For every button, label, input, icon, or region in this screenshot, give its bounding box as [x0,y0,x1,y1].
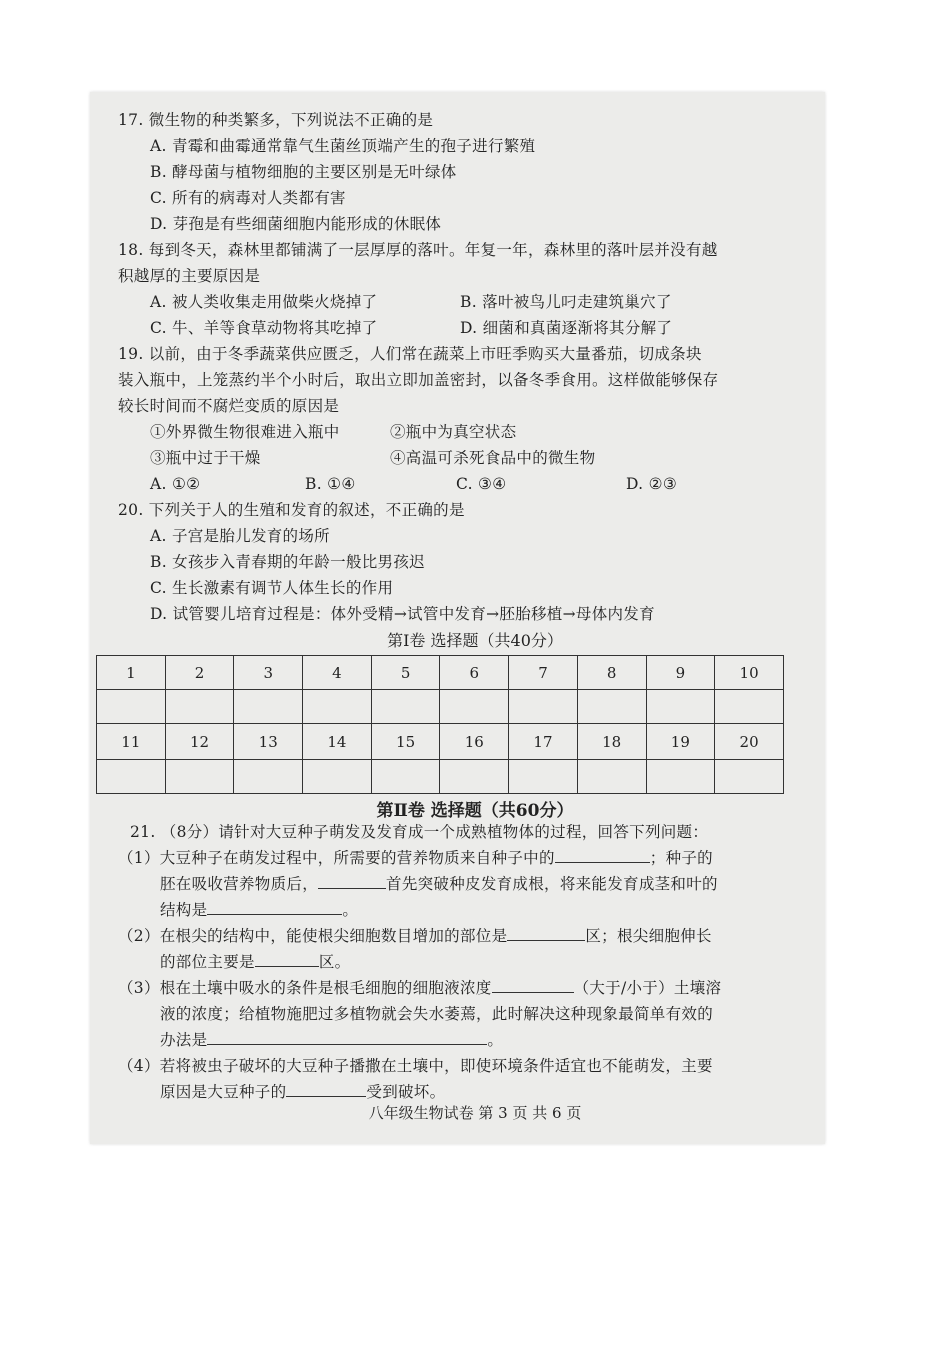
q17-stem: 17. 微生物的种类繁多，下列说法不正确的是 [118,111,434,129]
q21-part1-text-e: 结构是 [160,901,208,919]
q18-stem-line2: 积越厚的主要原因是 [118,267,261,285]
answer-table [96,655,784,794]
table-cell: 9 [646,656,715,690]
answer-blank[interactable] [207,900,342,915]
section-1-title: 第Ⅰ卷 选择题（共40分） [387,631,563,650]
q21-part3-text-a: （3）根在土壤中吸水的条件是根毛细胞的细胞液浓度 [118,979,492,997]
q21-part2-text-a: （2）在根尖的结构中，能使根尖细胞数目增加的部位是 [118,927,508,945]
answer-blank[interactable] [286,1082,366,1097]
answer-cell[interactable] [371,760,440,794]
q20-option-a: A. 子宫是胎儿发育的场所 [150,527,330,545]
q17-option-d: D. 芽孢是有些细菌细胞内能形成的休眠体 [150,215,442,233]
answer-cell[interactable] [303,690,372,724]
q17-option-a: A. 青霉和曲霉通常靠气生菌丝顶端产生的孢子进行繁殖 [150,137,536,155]
table-cell: 13 [234,724,303,760]
table-cell: 11 [97,724,166,760]
answer-cell[interactable] [165,760,234,794]
answer-cell[interactable] [440,760,509,794]
table-cell: 5 [371,656,440,690]
q18-option-c: C. 牛、羊等食草动物将其吃掉了 [150,319,378,337]
table-cell: 15 [371,724,440,760]
answer-cell[interactable] [509,760,578,794]
table-cell: 3 [234,656,303,690]
q21-stem: 21. （8分）请针对大豆种子萌发及发育成一个成熟植物体的过程，回答下列问题： [130,823,709,841]
q21-part1-text-c: 胚在吸收营养物质后， [160,875,319,893]
answer-blank[interactable] [255,952,319,967]
answer-cell[interactable] [165,690,234,724]
q21-part4-text-c: 受到破坏。 [366,1083,446,1101]
q21-part3-text-d: 办法是 [160,1031,208,1049]
answer-cell[interactable] [715,760,784,794]
q18-stem-line1: 18. 每到冬天，森林里都铺满了一层厚厚的落叶。年复一年，森林里的落叶层并没有越 [118,241,718,259]
q21-part2-line2 [160,952,350,972]
q21-part3-line3 [160,1030,503,1050]
answer-cell[interactable] [371,690,440,724]
q19-option-a: A. ①② [150,475,201,493]
table-cell: 20 [715,724,784,760]
table-cell: 17 [509,724,578,760]
answer-blank[interactable] [207,1030,487,1045]
answer-cell[interactable] [234,690,303,724]
q21-part4-text-b: 原因是大豆种子的 [160,1083,287,1101]
q21-part4-line2 [160,1082,445,1102]
q18-option-a: A. 被人类收集走用做柴火烧掉了 [150,293,378,311]
answer-table-header-row-1 [97,656,784,690]
q21-part1-text-a: （1）大豆种子在萌发过程中，所需要的营养物质来自种子中的 [118,849,555,867]
table-cell: 4 [303,656,372,690]
answer-blank[interactable] [492,978,574,993]
q21-part1-line1 [118,848,713,868]
q19-stem-line2: 装入瓶中，上笼蒸约半个小时后，取出立即加盖密封，以备冬季食用。这样做能够保存 [118,371,719,389]
q19-statement-4: ④高温可杀死食品中的微生物 [390,449,596,467]
q20-stem: 20. 下列关于人的生殖和发育的叙述，不正确的是 [118,501,465,519]
q21-part1-text-d: 首先突破种皮发育成根，将来能发育成茎和叶的 [386,875,718,893]
q17-option-c: C. 所有的病毒对人类都有害 [150,189,346,207]
table-cell: 18 [577,724,646,760]
q19-statement-3: ③瓶中过于干燥 [150,449,261,467]
q19-option-d: D. ②③ [626,475,678,493]
table-cell: 2 [165,656,234,690]
q19-stem-line3: 较长时间而不腐烂变质的原因是 [118,397,340,415]
q21-part3-line1 [118,978,721,998]
answer-cell[interactable] [646,760,715,794]
answer-cell[interactable] [577,690,646,724]
q20-option-c: C. 生长激素有调节人体生长的作用 [150,579,394,597]
answer-cell[interactable] [234,760,303,794]
page-footer: 八年级生物试卷 第 3 页 共 6 页 [368,1104,582,1122]
q18-option-d: D. 细菌和真菌逐渐将其分解了 [460,319,673,337]
answer-cell[interactable] [577,760,646,794]
q20-option-d: D. 试管婴儿培育过程是：体外受精→试管中发育→胚胎移植→母体内发育 [150,605,655,623]
answer-cell[interactable] [715,690,784,724]
q18-option-b: B. 落叶被鸟儿叼走建筑巢穴了 [460,293,672,311]
q21-part2-line1 [118,926,712,946]
q21-part2-text-b: 区；根尖细胞伸长 [585,927,712,945]
section-2-title: 第Ⅱ卷 选择题（共60分） [376,801,574,821]
q21-part2-text-d: 区。 [318,953,351,971]
q21-part1-line2 [160,874,718,894]
table-cell: 6 [440,656,509,690]
answer-blank[interactable] [507,926,585,941]
answer-cell[interactable] [303,760,372,794]
q21-part1-text-b: ；种子的 [649,849,713,867]
table-cell: 7 [509,656,578,690]
answer-blank[interactable] [318,874,386,889]
q19-statement-2: ②瓶中为真空状态 [390,423,517,441]
q17-option-b: B. 酵母菌与植物细胞的主要区别是无叶绿体 [150,163,457,181]
q21-part1-text-f: 。 [342,901,359,919]
table-cell: 14 [303,724,372,760]
q19-option-b: B. ①④ [305,475,356,493]
q21-part3-text-e: 。 [487,1031,504,1049]
q19-stem-line1: 19. 以前，由于冬季蔬菜供应匮乏，人们常在蔬菜上市旺季购买大量番茄，切成条块 [118,345,702,363]
q21-part1-line3 [160,900,358,920]
q20-option-b: B. 女孩步入青春期的年龄一般比男孩迟 [150,553,425,571]
answer-cell[interactable] [97,760,166,794]
q21-part4-line1: （4）若将被虫子破坏的大豆种子播撒在土壤中，即使环境条件适宜也不能萌发，主要 [118,1057,713,1075]
q19-option-c: C. ③④ [456,475,507,493]
q21-part3-line2: 液的浓度；给植物施肥过多植物就会失水萎蔫，此时解决这种现象最简单有效的 [160,1005,714,1023]
q21-part3-text-b: （大于/小于）土壤溶 [573,979,722,997]
answer-cell[interactable] [97,690,166,724]
q21-part2-text-c: 的部位主要是 [160,953,255,971]
answer-blank[interactable] [555,848,650,863]
q19-statement-1: ①外界微生物很难进入瓶中 [150,423,340,441]
table-cell: 19 [646,724,715,760]
table-cell: 8 [577,656,646,690]
answer-cell[interactable] [440,690,509,724]
answer-row-2 [97,760,784,794]
answer-table-header-row-2 [97,724,784,760]
table-cell: 1 [97,656,166,690]
answer-cell[interactable] [646,690,715,724]
table-cell: 16 [440,724,509,760]
answer-row-1 [97,690,784,724]
table-cell: 12 [165,724,234,760]
answer-cell[interactable] [509,690,578,724]
table-cell: 10 [715,656,784,690]
